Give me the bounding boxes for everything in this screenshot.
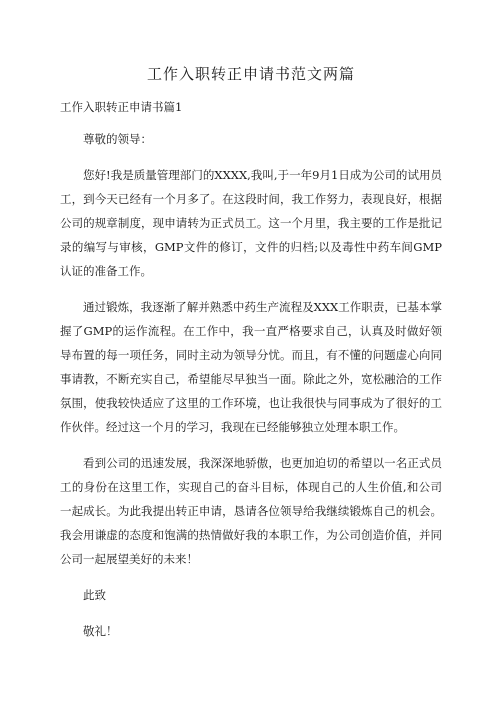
closing-line-1: 此致: [83, 588, 106, 602]
section-heading: 工作入职转正申请书篇1: [60, 100, 183, 114]
body-paragraph-2: 通过锻炼，我逐渐了解并熟悉中药生产流程及XXX工作职责，已基本掌握了GMP的运作流程。在工作中，我一直严格要求自己，认真及时做好领导布置的每一项任务，同时主动为领导分忧。而且，有不懂的问题虚心向同事请教，不断充实自己，希望能尽早独当一面。除此之外，宽松融洽的工作氛围，使我较快适应了这里的工作环境，也让我很快与同事成为了很好的工作伙伴。经过这一个月的学习，我现在已经能够独立处理本职工作。: [60, 300, 442, 434]
body-paragraph-1: 您好!我是质量管理部门的XXXX,我叫,于一年9月1日成为公司的试用员工，到今天已经有一个月多了。在这段时间，我工作努力，表现良好，根据公司的规章制度，现申请转为正式员工。这一个月里，我主要的工作是批记录的编写与审核，GMP文件的修订，文件的归档;以及毒性中药车间GMP认证的准备工作。: [60, 168, 442, 278]
closing-line-2: 敬礼！: [83, 624, 118, 638]
salutation: 尊敬的领导：: [83, 132, 152, 146]
body-paragraph-3: 看到公司的迅速发展，我深深地骄傲，也更加迫切的希望以一名正式员工的身份在这里工作，实现自己的奋斗目标，体现自己的人生价值,和公司一起成长。为此我提出转正申请，恳请各位领导给我继续锻炼自己的机会。我会用谦虚的态度和饱满的热情做好我的本职工作，为公司创造价值，并同公司一起展望美好的未来！: [60, 456, 442, 566]
document-title: 工作入职转正申请书范文两篇: [146, 65, 355, 83]
